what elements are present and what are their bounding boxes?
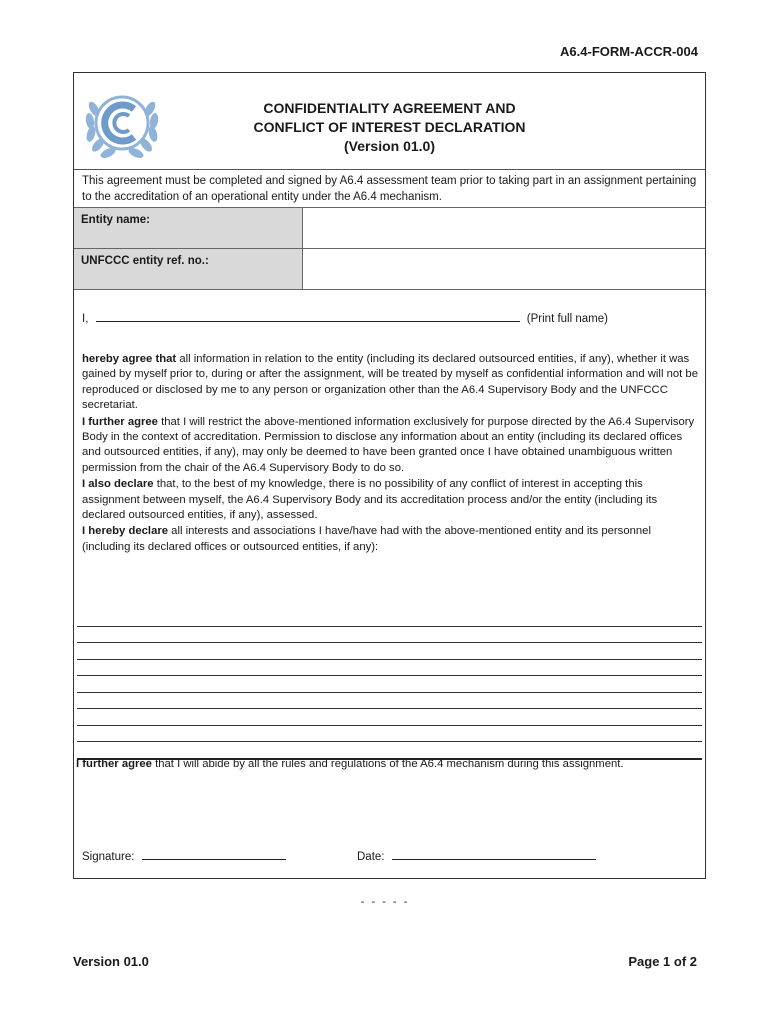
closing-text: that I will abide by all the rules and regulations of the A6.4 mechanism during this assignment. bbox=[151, 758, 624, 770]
date-field[interactable] bbox=[392, 847, 596, 860]
signature-row bbox=[82, 847, 682, 863]
p3-text: that, to the best of my knowledge, there is no possibility of any conflict of interest in accepting this assignment between myself, the A6.4 Supervisory Body and its accreditation process and/or the entity (including its declared outsourced entities, if any), assessed. bbox=[82, 478, 658, 522]
date-group bbox=[357, 847, 596, 863]
p2-lead: I further agree bbox=[82, 415, 158, 428]
declaration-line[interactable] bbox=[77, 610, 702, 627]
closing-agreement bbox=[76, 757, 685, 773]
footer-version: Version 01.0 bbox=[73, 954, 149, 969]
intro-text: This agreement must be completed and signed by A6.4 assessment team prior to taking part in an assignment pertaining to the accreditation of an operational entity under the A6.4 mechanism. bbox=[82, 175, 697, 203]
name-prefix: I, bbox=[82, 313, 89, 325]
p2-text: that I will restrict the above-mentioned information exclusively for purpose directed by the A6.4 Supervisory Body in the context of accreditation. Permission to disclose any information about an entity (including its declared offices and outsourced entities, if any), may only be deemed to have been granted once I have obtained unambiguous written permission from the chair of the A6.4 Supervisory Body to do so. bbox=[82, 415, 695, 474]
declaration-line[interactable] bbox=[77, 627, 702, 644]
paragraph-conflict bbox=[82, 477, 699, 523]
declaration-line[interactable] bbox=[77, 676, 702, 693]
name-suffix: (Print full name) bbox=[526, 313, 608, 325]
p1-text: all information in relation to the entity (including its declared outsourced entities, if any), whether it was gained by myself prior to, during or after the assignment, will be treated by myself as confidential information and will not be reproduced or disclosed by me to any person or organization other than the A6.4 Supervisory Body and the UNFCCC secretariat. bbox=[82, 353, 698, 412]
unfccc-ref-row bbox=[74, 249, 705, 290]
declaration-line[interactable] bbox=[77, 643, 702, 660]
paragraph-confidentiality bbox=[82, 352, 699, 414]
entity-name-label: Entity name: bbox=[74, 208, 303, 249]
footer-page-number: Page 1 of 2 bbox=[628, 954, 697, 969]
p3-lead: I also declare bbox=[82, 478, 154, 491]
form-code: A6.4-FORM-ACCR-004 bbox=[560, 44, 698, 59]
p4-lead: I hereby declare bbox=[82, 525, 169, 538]
entity-name-row bbox=[74, 208, 705, 249]
header-divider bbox=[74, 169, 705, 170]
p4-text: all interests and associations I have/have had with the above-mentioned entity and its personnel (including its declared offices or outsourced entities, if any): bbox=[82, 525, 651, 553]
form-title bbox=[74, 99, 705, 156]
interests-declaration-lines bbox=[77, 610, 702, 760]
signature-field[interactable] bbox=[142, 847, 286, 860]
entity-table bbox=[74, 207, 705, 290]
entity-name-field[interactable] bbox=[303, 208, 706, 249]
p1-lead: hereby agree that bbox=[82, 353, 177, 365]
declaration-line[interactable] bbox=[77, 709, 702, 726]
title-version: (Version 01.0) bbox=[343, 138, 436, 154]
unfccc-ref-field[interactable] bbox=[303, 249, 706, 290]
closing-lead: I further agree bbox=[76, 758, 152, 770]
date-label: Date: bbox=[357, 851, 385, 863]
title-line-2: CONFLICT OF INTEREST DECLARATION bbox=[253, 119, 526, 135]
declaration-line[interactable] bbox=[77, 660, 702, 677]
form-frame bbox=[73, 72, 706, 879]
declaration-line[interactable] bbox=[77, 726, 702, 743]
title-line-1: CONFIDENTIALITY AGREEMENT AND bbox=[263, 100, 516, 116]
page-separator: - - - - - bbox=[360, 896, 410, 908]
paragraph-interests bbox=[82, 524, 699, 555]
agreement-body bbox=[82, 352, 699, 556]
unfccc-ref-label: UNFCCC entity ref. no.: bbox=[74, 249, 303, 290]
full-name-field[interactable] bbox=[96, 309, 520, 322]
paragraph-restriction bbox=[82, 415, 699, 477]
signature-label: Signature: bbox=[82, 851, 135, 863]
declaration-line[interactable] bbox=[77, 693, 702, 710]
full-name-line bbox=[82, 309, 608, 325]
